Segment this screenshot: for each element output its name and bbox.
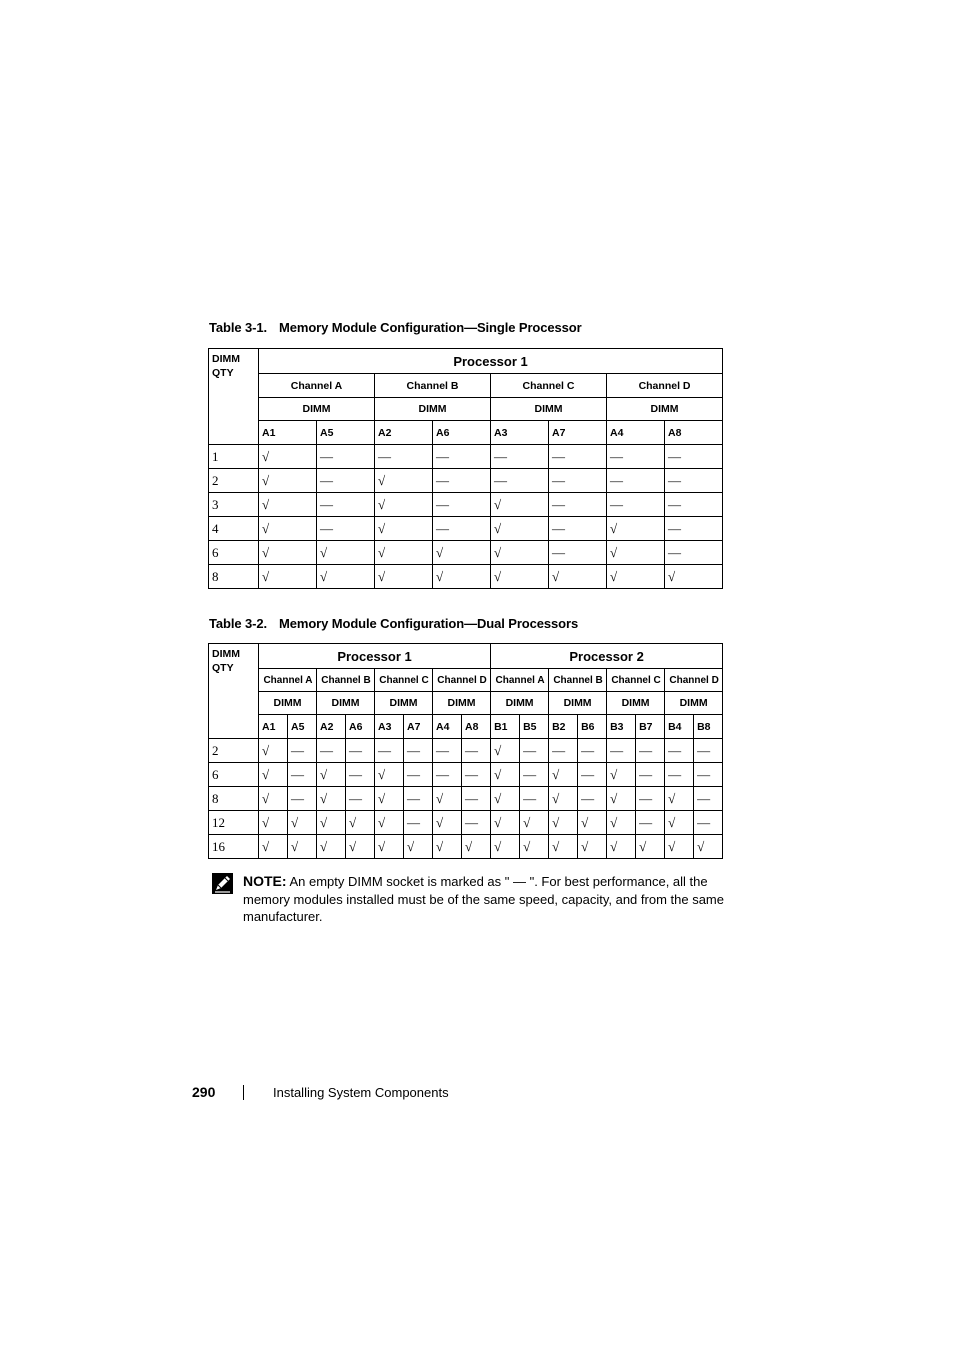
dimm-qty-header-line: QTY xyxy=(212,367,234,379)
dimm-qty-header xyxy=(209,644,259,739)
slot-status-cell: — xyxy=(549,517,607,541)
slot-status-cell: √ xyxy=(259,517,317,541)
slot-header: A8 xyxy=(462,715,491,739)
slot-status-cell: √ xyxy=(433,565,491,589)
slot-header: B4 xyxy=(665,715,694,739)
slot-status-cell: — xyxy=(636,763,665,787)
slot-status-cell: — xyxy=(520,763,549,787)
slot-header: A5 xyxy=(288,715,317,739)
slot-status-cell: √ xyxy=(549,787,578,811)
slot-status-cell: √ xyxy=(433,787,462,811)
slot-status-cell: — xyxy=(665,739,694,763)
slot-status-cell: √ xyxy=(404,835,433,859)
slot-status-cell: √ xyxy=(433,541,491,565)
dimm-qty-cell: 2 xyxy=(209,739,259,763)
slot-status-cell: √ xyxy=(491,493,549,517)
note-label: NOTE: xyxy=(243,873,287,889)
slot-status-cell: — xyxy=(607,445,665,469)
slot-status-cell: — xyxy=(462,739,491,763)
slot-status-cell: — xyxy=(433,739,462,763)
slot-status-cell: √ xyxy=(375,493,433,517)
header-row-dimm xyxy=(209,398,723,421)
slot-status-cell: — xyxy=(346,739,375,763)
dimm-header: DIMM xyxy=(433,692,491,715)
slot-status-cell: √ xyxy=(317,787,346,811)
slot-status-cell: — xyxy=(636,811,665,835)
slot-header: A7 xyxy=(404,715,433,739)
slot-status-cell: — xyxy=(317,445,375,469)
table-row xyxy=(209,469,723,493)
slot-status-cell: — xyxy=(375,445,433,469)
pencil-note-icon xyxy=(212,873,233,894)
slot-status-cell: — xyxy=(404,811,433,835)
channel-header: Channel A xyxy=(491,669,549,692)
slot-status-cell: — xyxy=(462,763,491,787)
slot-header: B8 xyxy=(694,715,723,739)
channel-header: Channel C xyxy=(491,374,607,398)
slot-header: B6 xyxy=(578,715,607,739)
slot-header: A2 xyxy=(375,421,433,445)
slot-status-cell: √ xyxy=(549,565,607,589)
processor-2-header: Processor 2 xyxy=(491,644,723,669)
slot-status-cell: — xyxy=(549,739,578,763)
slot-status-cell: √ xyxy=(491,811,520,835)
dimm-qty-header-line: DIMM xyxy=(212,353,240,365)
slot-status-cell: — xyxy=(665,763,694,787)
slot-status-cell: — xyxy=(346,763,375,787)
slot-status-cell: √ xyxy=(375,835,404,859)
slot-status-cell: √ xyxy=(491,565,549,589)
table-row xyxy=(209,517,723,541)
note-paragraph xyxy=(243,873,725,926)
slot-status-cell: √ xyxy=(607,787,636,811)
dimm-header: DIMM xyxy=(491,692,549,715)
table-row xyxy=(209,565,723,589)
slot-status-cell: — xyxy=(665,469,723,493)
slot-status-cell: √ xyxy=(520,835,549,859)
slot-header: A2 xyxy=(317,715,346,739)
slot-status-cell: — xyxy=(491,469,549,493)
slot-header: A1 xyxy=(259,421,317,445)
slot-status-cell: √ xyxy=(259,469,317,493)
slot-status-cell: √ xyxy=(636,835,665,859)
dimm-qty-header-line: DIMM xyxy=(212,648,240,660)
slot-status-cell: √ xyxy=(607,565,665,589)
table-row xyxy=(209,787,723,811)
slot-status-cell: — xyxy=(549,445,607,469)
processor-1-header: Processor 1 xyxy=(259,349,723,374)
slot-status-cell: — xyxy=(433,493,491,517)
slot-status-cell: √ xyxy=(549,763,578,787)
slot-status-cell: √ xyxy=(317,835,346,859)
slot-header: A5 xyxy=(317,421,375,445)
slot-status-cell: — xyxy=(578,787,607,811)
slot-header: A8 xyxy=(665,421,723,445)
slot-status-cell: — xyxy=(665,517,723,541)
slot-status-cell: √ xyxy=(491,541,549,565)
dimm-qty-cell: 6 xyxy=(209,541,259,565)
channel-header: Channel C xyxy=(375,669,433,692)
slot-header: A3 xyxy=(491,421,549,445)
channel-header: Channel D xyxy=(433,669,491,692)
slot-status-cell: √ xyxy=(259,541,317,565)
slot-header: A7 xyxy=(549,421,607,445)
slot-status-cell: — xyxy=(636,739,665,763)
table-row xyxy=(209,445,723,469)
slot-status-cell: — xyxy=(346,787,375,811)
slot-status-cell: — xyxy=(607,739,636,763)
slot-status-cell: √ xyxy=(491,835,520,859)
slot-status-cell: — xyxy=(520,787,549,811)
slot-header: B2 xyxy=(549,715,578,739)
slot-status-cell: √ xyxy=(317,541,375,565)
slot-header: B1 xyxy=(491,715,520,739)
table-1-caption xyxy=(209,320,582,335)
channel-header: Channel D xyxy=(607,374,723,398)
dimm-header: DIMM xyxy=(607,398,723,421)
slot-status-cell: √ xyxy=(520,811,549,835)
memory-config-dual-processors-table xyxy=(208,643,723,859)
channel-header: Channel C xyxy=(607,669,665,692)
channel-header: Channel B xyxy=(549,669,607,692)
slot-status-cell: — xyxy=(578,739,607,763)
slot-status-cell: √ xyxy=(549,811,578,835)
slot-status-cell: √ xyxy=(491,763,520,787)
dimm-qty-cell: 3 xyxy=(209,493,259,517)
slot-status-cell: √ xyxy=(578,811,607,835)
slot-status-cell: √ xyxy=(694,835,723,859)
header-row-processors xyxy=(209,644,723,669)
slot-status-cell: √ xyxy=(375,541,433,565)
slot-header: B3 xyxy=(607,715,636,739)
table-row xyxy=(209,763,723,787)
slot-status-cell: — xyxy=(288,739,317,763)
slot-status-cell: √ xyxy=(346,835,375,859)
slot-status-cell: √ xyxy=(259,787,288,811)
dimm-qty-cell: 8 xyxy=(209,565,259,589)
slot-header: A1 xyxy=(259,715,288,739)
slot-status-cell: — xyxy=(375,739,404,763)
dimm-header: DIMM xyxy=(317,692,375,715)
slot-status-cell: √ xyxy=(549,835,578,859)
slot-status-cell: — xyxy=(404,763,433,787)
channel-header: Channel D xyxy=(665,669,723,692)
slot-status-cell: — xyxy=(549,541,607,565)
slot-status-cell: √ xyxy=(375,763,404,787)
slot-status-cell: √ xyxy=(288,811,317,835)
slot-header: B5 xyxy=(520,715,549,739)
dimm-header: DIMM xyxy=(375,398,491,421)
slot-status-cell: √ xyxy=(317,565,375,589)
slot-status-cell: √ xyxy=(259,811,288,835)
channel-header: Channel A xyxy=(259,374,375,398)
dimm-header: DIMM xyxy=(665,692,723,715)
slot-status-cell: √ xyxy=(665,787,694,811)
slot-status-cell: — xyxy=(462,811,491,835)
slot-status-cell: — xyxy=(520,739,549,763)
slot-status-cell: √ xyxy=(317,763,346,787)
slot-status-cell: √ xyxy=(259,445,317,469)
slot-status-cell: √ xyxy=(317,811,346,835)
slot-status-cell: — xyxy=(317,493,375,517)
dimm-qty-cell: 8 xyxy=(209,787,259,811)
slot-status-cell: √ xyxy=(288,835,317,859)
page-number: 290 xyxy=(192,1084,216,1100)
table-1-number: Table 3-1. xyxy=(209,320,268,335)
slot-status-cell: — xyxy=(607,469,665,493)
slot-status-cell: — xyxy=(317,739,346,763)
slot-status-cell: — xyxy=(549,493,607,517)
slot-status-cell: — xyxy=(317,517,375,541)
dimm-header: DIMM xyxy=(549,692,607,715)
slot-header: A6 xyxy=(433,421,491,445)
channel-header: Channel A xyxy=(259,669,317,692)
slot-status-cell: √ xyxy=(665,565,723,589)
table-2-title: Memory Module Configuration—Dual Processors xyxy=(279,616,579,631)
slot-status-cell: √ xyxy=(607,541,665,565)
slot-status-cell: √ xyxy=(491,739,520,763)
channel-header: Channel B xyxy=(375,374,491,398)
dimm-qty-cell: 16 xyxy=(209,835,259,859)
slot-status-cell: √ xyxy=(433,811,462,835)
dimm-qty-cell: 6 xyxy=(209,763,259,787)
slot-status-cell: √ xyxy=(665,835,694,859)
dimm-header: DIMM xyxy=(607,692,665,715)
slot-status-cell: — xyxy=(404,787,433,811)
dimm-qty-cell: 12 xyxy=(209,811,259,835)
table-1-title: Memory Module Configuration—Single Processor xyxy=(279,320,582,335)
slot-status-cell: — xyxy=(694,787,723,811)
table-row xyxy=(209,541,723,565)
slot-status-cell: — xyxy=(462,787,491,811)
slot-status-cell: √ xyxy=(607,835,636,859)
slot-status-cell: √ xyxy=(491,787,520,811)
slot-status-cell: √ xyxy=(578,835,607,859)
slot-status-cell: √ xyxy=(607,811,636,835)
header-row-processors xyxy=(209,349,723,374)
slot-status-cell: — xyxy=(665,445,723,469)
channel-header: Channel B xyxy=(317,669,375,692)
slot-status-cell: — xyxy=(636,787,665,811)
slot-header: A4 xyxy=(433,715,462,739)
slot-status-cell: — xyxy=(607,493,665,517)
header-row-slots xyxy=(209,715,723,739)
slot-header: A6 xyxy=(346,715,375,739)
slot-status-cell: — xyxy=(433,445,491,469)
slot-status-cell: — xyxy=(694,739,723,763)
slot-status-cell: √ xyxy=(491,517,549,541)
header-row-channels xyxy=(209,669,723,692)
slot-status-cell: √ xyxy=(462,835,491,859)
slot-status-cell: √ xyxy=(259,739,288,763)
slot-status-cell: — xyxy=(694,763,723,787)
slot-status-cell: √ xyxy=(259,493,317,517)
table-row xyxy=(209,811,723,835)
slot-status-cell: — xyxy=(404,739,433,763)
slot-status-cell: √ xyxy=(259,565,317,589)
note-text: An empty DIMM socket is marked as " — ". For best performance, all the memory modules installed must be of the same speed, capacity, and from the same manufacturer. xyxy=(243,874,724,924)
slot-status-cell: √ xyxy=(346,811,375,835)
dimm-header: DIMM xyxy=(259,398,375,421)
slot-status-cell: — xyxy=(433,763,462,787)
dimm-header: DIMM xyxy=(491,398,607,421)
slot-status-cell: √ xyxy=(665,811,694,835)
slot-status-cell: — xyxy=(665,541,723,565)
slot-status-cell: — xyxy=(433,517,491,541)
header-row-channels xyxy=(209,374,723,398)
slot-status-cell: √ xyxy=(375,811,404,835)
footer-divider xyxy=(243,1085,244,1100)
slot-status-cell: √ xyxy=(375,565,433,589)
header-row-dimm xyxy=(209,692,723,715)
header-row-slots xyxy=(209,421,723,445)
slot-status-cell: — xyxy=(549,469,607,493)
slot-status-cell: √ xyxy=(375,469,433,493)
slot-header: B7 xyxy=(636,715,665,739)
table-row xyxy=(209,739,723,763)
slot-status-cell: — xyxy=(433,469,491,493)
slot-status-cell: — xyxy=(288,763,317,787)
table-row xyxy=(209,835,723,859)
table-2-caption xyxy=(209,616,578,631)
slot-status-cell: — xyxy=(578,763,607,787)
dimm-qty-cell: 4 xyxy=(209,517,259,541)
slot-header: A3 xyxy=(375,715,404,739)
slot-header: A4 xyxy=(607,421,665,445)
slot-status-cell: √ xyxy=(375,517,433,541)
dimm-qty-cell: 1 xyxy=(209,445,259,469)
processor-1-header: Processor 1 xyxy=(259,644,491,669)
slot-status-cell: — xyxy=(694,811,723,835)
slot-status-cell: √ xyxy=(607,517,665,541)
memory-config-single-processor-table xyxy=(208,348,723,589)
slot-status-cell: — xyxy=(317,469,375,493)
slot-status-cell: √ xyxy=(607,763,636,787)
slot-status-cell: — xyxy=(288,787,317,811)
slot-status-cell: √ xyxy=(375,787,404,811)
slot-status-cell: — xyxy=(665,493,723,517)
table-2-number: Table 3-2. xyxy=(209,616,268,631)
slot-status-cell: √ xyxy=(433,835,462,859)
footer-section-title: Installing System Components xyxy=(273,1085,449,1100)
dimm-header: DIMM xyxy=(259,692,317,715)
slot-status-cell: √ xyxy=(259,835,288,859)
dimm-qty-header-line: QTY xyxy=(212,662,234,674)
dimm-header: DIMM xyxy=(375,692,433,715)
slot-status-cell: √ xyxy=(259,763,288,787)
slot-status-cell: — xyxy=(491,445,549,469)
dimm-qty-cell: 2 xyxy=(209,469,259,493)
table-row xyxy=(209,493,723,517)
dimm-qty-header xyxy=(209,349,259,445)
